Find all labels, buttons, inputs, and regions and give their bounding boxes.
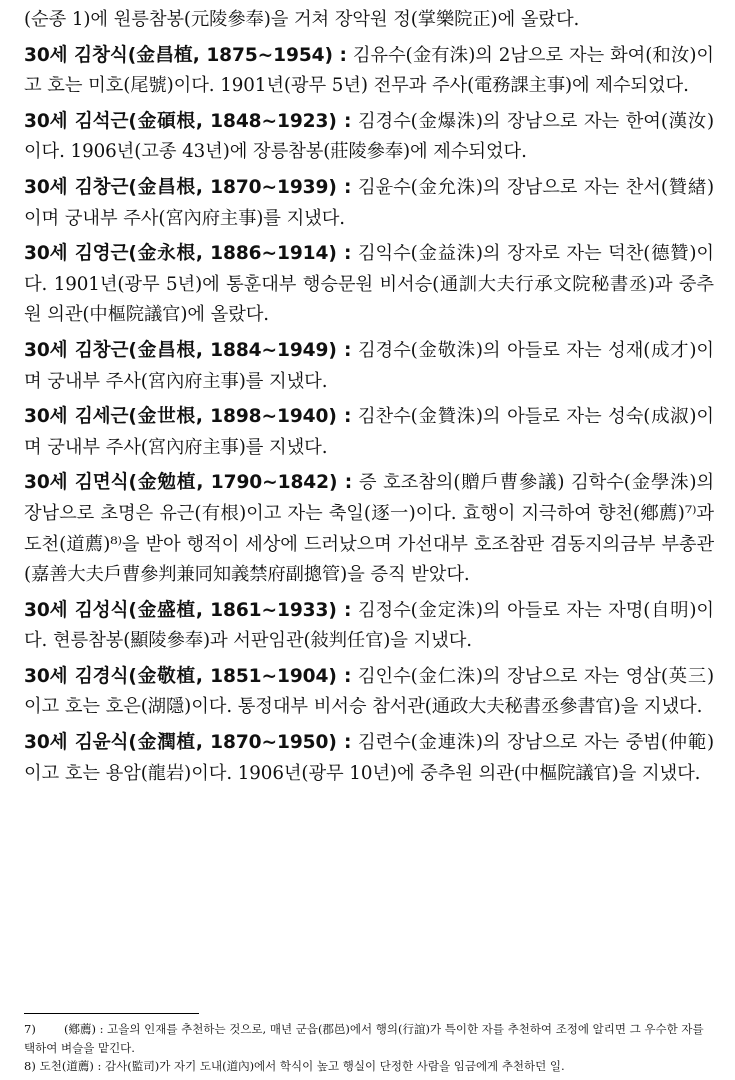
entry-heading: 30세 김윤식(金潤植, 1870~1950) : <box>24 732 352 754</box>
entry-text: 김경수(金敬洙)의 아들로 자는 성재(成才)이며 궁내부 주사(宮內府主事)를 지냈다. <box>24 339 714 392</box>
biography-entry <box>24 336 714 397</box>
biography-entry <box>24 173 714 234</box>
entry-text: 김윤수(金允洙)의 장남으로 자는 찬서(贊緖)이며 궁내부 주사(宮內府主事)를 지냈다. <box>24 176 714 229</box>
footnote-number: 7) <box>24 1022 36 1036</box>
entry-heading: 30세 김창식(金昌植, 1875~1954) : <box>24 44 347 66</box>
biography-entry <box>24 107 714 168</box>
entry-text: 김정수(金定洙)의 아들로 자는 자명(自明)이다. 현릉참봉(顯陵參奉)과 서판임관(敍判任官)을 지냈다. <box>24 599 714 652</box>
entry-heading: 30세 김세근(金世根, 1898~1940) : <box>24 406 352 428</box>
entry-text: 김경수(金爆洙)의 장남으로 자는 한여(漢汝)이다. 1906년(고종 43년)에 장릉참봉(莊陵參奉)에 제수되었다. <box>24 110 714 163</box>
entry-heading: 30세 김경식(金敬植, 1851~1904) : <box>24 665 352 687</box>
biography-entry <box>24 41 714 102</box>
entry-text: 김찬수(金贊洙)의 아들로 자는 성숙(成淑)이며 궁내부 주사(宮內府主事)를 지냈다. <box>24 406 714 458</box>
entry-text: 김인수(金仁洙)의 장남으로 자는 영삼(英三)이고 호는 호은(湖隱)이다. 통정대부 비서승 참서관(通政大夫秘書丞參書官)을 지냈다. <box>24 665 714 718</box>
paragraph-continuation <box>24 5 714 36</box>
biography-entry <box>24 402 714 463</box>
footnotes <box>24 1020 714 1076</box>
footnote <box>24 1057 714 1076</box>
document-body <box>24 5 714 794</box>
entry-heading: 30세 김창근(金昌根, 1884~1949) : <box>24 339 352 361</box>
entry-heading: 30세 김창근(金昌根, 1870~1939) : <box>24 176 352 198</box>
biography-entry <box>24 728 714 789</box>
biography-entry <box>24 239 714 331</box>
footnote-text: (鄕薦) : 고을의 인재를 추천하는 것으로, 매년 군읍(郡邑)에서 행의(行誼)가 특이한 자를 추천하여 조정에 알리면 그 우수한 자를 택하여 벼슬을 맡긴다. <box>24 1022 704 1055</box>
entry-text: 증 호조참의(贈戶曹參議) 김학수(金學洙)의 장남으로 초명은 유근(有根)이고 자는 축일(逐一)이다. 효행이 지극하여 향천(鄕薦)⁷⁾과 도천(道薦)⁸⁾을 받아 행적이 세상에 드러났으며 가선대부 호조참판 겸동지의금부 부총관(嘉善大夫戶曹參判兼同知義禁府副摠管)을 증직 받았다. <box>24 472 715 586</box>
paragraph-text: (순종 1)에 원릉참봉(元陵參奉)을 거쳐 장악원 정(掌樂院正)에 올랐다. <box>24 9 580 30</box>
footnote-text: 도천(道薦) : 감사(監司)가 자기 도내(道內)에서 학식이 높고 행실이 단정한 사람을 임금에게 추천하던 일. <box>39 1059 565 1073</box>
entry-text: 김련수(金連洙)의 장남으로 자는 중범(仲範)이고 호는 용암(龍岩)이다. 1906년(광무 10년)에 중추원 의관(中樞院議官)을 지냈다. <box>24 732 714 784</box>
entry-heading: 30세 김면식(金勉植, 1790~1842) : <box>24 472 353 494</box>
entry-text: 김유수(金有洙)의 2남으로 자는 화여(和汝)이고 호는 미호(尾號)이다. 1901년(광무 5년) 전무과 주사(電務課主事)에 제수되었다. <box>24 44 714 97</box>
footnote-number: 8) <box>24 1059 36 1073</box>
entry-heading: 30세 김성식(金盛植, 1861~1933) : <box>24 599 352 621</box>
entry-text: 김익수(金益洙)의 장자로 자는 덕찬(德贊)이다. 1901년(광무 5년)에 통훈대부 행승문원 비서승(通訓大夫行承文院秘書丞)과 중추원 의관(中樞院議官)에 올랐다. <box>24 243 714 326</box>
footnote <box>24 1020 714 1057</box>
biography-entry <box>24 662 714 723</box>
entry-heading: 30세 김석근(金碩根, 1848~1923) : <box>24 110 352 132</box>
entry-heading: 30세 김영근(金永根, 1886~1914) : <box>24 243 352 265</box>
footnote-divider <box>24 1013 199 1014</box>
biography-entry <box>24 468 714 590</box>
biography-entry <box>24 596 714 657</box>
